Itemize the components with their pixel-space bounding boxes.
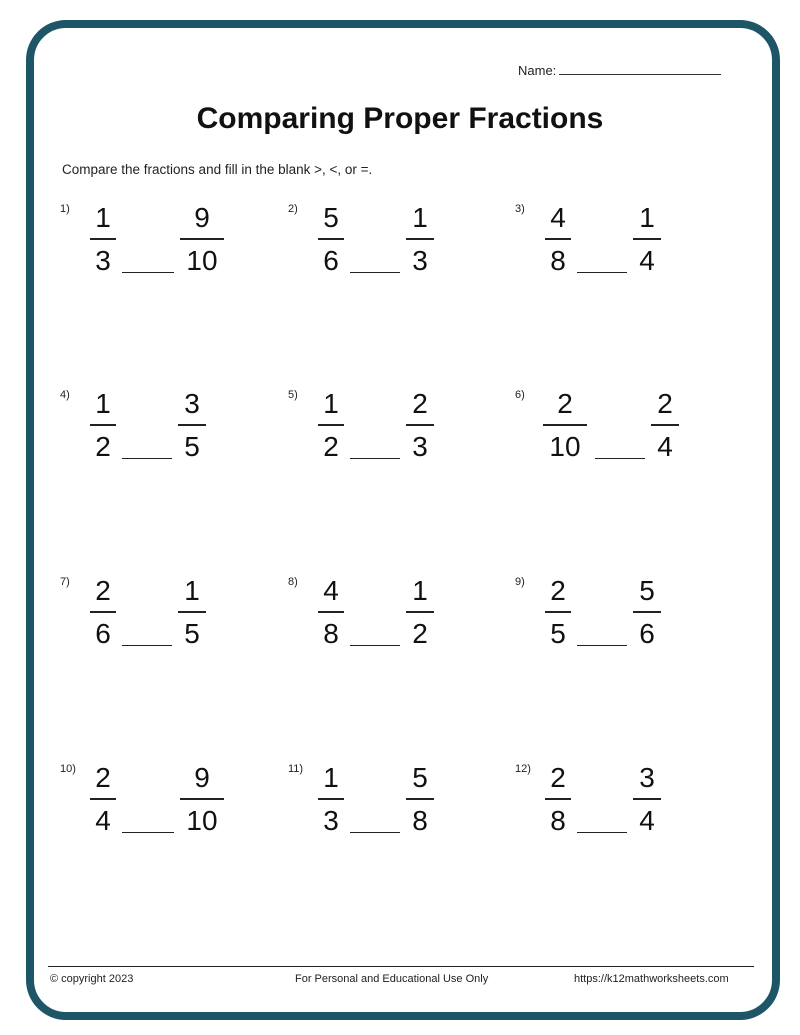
fraction-right [406, 203, 434, 276]
denominator: 10 [186, 245, 218, 276]
fraction-right [180, 203, 224, 276]
numerator: 1 [323, 762, 339, 793]
fraction-left [318, 203, 344, 276]
denominator: 2 [323, 431, 339, 462]
denominator: 10 [186, 805, 218, 836]
name-label: Name: [518, 63, 557, 78]
numerator: 2 [550, 762, 566, 793]
page-title: Comparing Proper Fractions [196, 102, 604, 135]
fraction-bar [633, 238, 661, 240]
problem-number: 11) [288, 763, 304, 775]
problem-number: 1) [60, 203, 70, 215]
numerator: 5 [323, 202, 339, 233]
fraction-bar [180, 238, 224, 240]
fraction-left [90, 203, 116, 276]
fraction-left [318, 576, 344, 649]
fraction-bar [318, 611, 344, 613]
denominator: 6 [323, 245, 339, 276]
numerator: 2 [95, 575, 111, 606]
fraction-bar [178, 424, 206, 426]
fraction-bar [318, 798, 344, 800]
answer-blank[interactable] [577, 272, 627, 273]
fraction-right [406, 389, 434, 462]
denominator: 4 [657, 431, 673, 462]
numerator: 2 [657, 388, 673, 419]
numerator: 3 [184, 388, 200, 419]
denominator: 8 [412, 805, 428, 836]
fraction-bar [178, 611, 206, 613]
fraction-left [90, 389, 116, 462]
problem-number: 9) [515, 576, 525, 588]
problem [288, 203, 488, 303]
answer-blank[interactable] [595, 458, 645, 459]
numerator: 2 [95, 762, 111, 793]
denominator: 3 [412, 431, 428, 462]
fraction-bar [90, 798, 116, 800]
problem-number: 2) [288, 203, 298, 215]
problem [515, 203, 715, 303]
denominator: 4 [639, 245, 655, 276]
answer-blank[interactable] [350, 272, 400, 273]
instructions: Compare the fractions and fill in the blank >, <, or =. [62, 162, 373, 177]
footer-site[interactable]: https://k12mathworksheets.com [574, 973, 729, 985]
fraction-bar [633, 798, 661, 800]
denominator: 4 [95, 805, 111, 836]
denominator: 5 [550, 618, 566, 649]
fraction-left [543, 389, 587, 462]
denominator: 3 [412, 245, 428, 276]
fraction-left [90, 763, 116, 836]
fraction-left [90, 576, 116, 649]
numerator: 5 [639, 575, 655, 606]
denominator: 5 [184, 431, 200, 462]
footer-divider [48, 966, 754, 967]
problem-number: 5) [288, 389, 298, 401]
fraction-right [633, 763, 661, 836]
answer-blank[interactable] [122, 645, 172, 646]
fraction-right [178, 389, 206, 462]
problem-number: 6) [515, 389, 525, 401]
fraction-right [651, 389, 679, 462]
numerator: 1 [639, 202, 655, 233]
problem [515, 576, 715, 676]
footer-copyright: © copyright 2023 [50, 973, 134, 985]
denominator: 2 [412, 618, 428, 649]
fraction-right [406, 576, 434, 649]
fraction-bar [180, 798, 224, 800]
fraction-right [406, 763, 434, 836]
problem [60, 576, 260, 676]
fraction-left [545, 763, 571, 836]
denominator: 5 [184, 618, 200, 649]
fraction-bar [545, 611, 571, 613]
numerator: 3 [639, 762, 655, 793]
problem [288, 389, 488, 489]
fraction-right [633, 576, 661, 649]
problem-number: 7) [60, 576, 70, 588]
numerator: 1 [412, 575, 428, 606]
answer-blank[interactable] [122, 458, 172, 459]
numerator: 1 [95, 202, 111, 233]
problem [288, 576, 488, 676]
problem-number: 3) [515, 203, 525, 215]
fraction-bar [90, 238, 116, 240]
numerator: 4 [323, 575, 339, 606]
answer-blank[interactable] [350, 645, 400, 646]
denominator: 6 [95, 618, 111, 649]
problem [515, 389, 715, 489]
answer-blank[interactable] [577, 832, 627, 833]
denominator: 8 [550, 805, 566, 836]
fraction-bar [90, 424, 116, 426]
fraction-left [545, 203, 571, 276]
problem [515, 763, 715, 863]
fraction-right [633, 203, 661, 276]
fraction-left [318, 389, 344, 462]
fraction-right [178, 576, 206, 649]
name-field[interactable] [518, 62, 721, 78]
fraction-bar [633, 611, 661, 613]
numerator: 9 [194, 202, 210, 233]
answer-blank[interactable] [350, 832, 400, 833]
answer-blank[interactable] [122, 272, 174, 273]
denominator: 2 [95, 431, 111, 462]
numerator: 9 [194, 762, 210, 793]
answer-blank[interactable] [577, 645, 627, 646]
denominator: 4 [639, 805, 655, 836]
fraction-bar [90, 611, 116, 613]
problem [288, 763, 488, 863]
numerator: 2 [557, 388, 573, 419]
numerator: 1 [323, 388, 339, 419]
numerator: 1 [95, 388, 111, 419]
fraction-bar [406, 424, 434, 426]
denominator: 6 [639, 618, 655, 649]
fraction-bar [406, 611, 434, 613]
fraction-left [318, 763, 344, 836]
numerator: 5 [412, 762, 428, 793]
numerator: 1 [412, 202, 428, 233]
denominator: 3 [95, 245, 111, 276]
fraction-bar [406, 238, 434, 240]
denominator: 8 [550, 245, 566, 276]
denominator: 3 [323, 805, 339, 836]
answer-blank[interactable] [350, 458, 400, 459]
fraction-bar [318, 424, 344, 426]
footer-usage: For Personal and Educational Use Only [295, 973, 489, 985]
problem-number: 8) [288, 576, 298, 588]
problem-number: 10) [60, 763, 76, 775]
problem [60, 203, 260, 303]
fraction-bar [318, 238, 344, 240]
problem-number: 4) [60, 389, 70, 401]
fraction-bar [406, 798, 434, 800]
numerator: 4 [550, 202, 566, 233]
problem [60, 389, 260, 489]
denominator: 8 [323, 618, 339, 649]
numerator: 2 [412, 388, 428, 419]
fraction-left [545, 576, 571, 649]
problem [60, 763, 260, 863]
fraction-bar [651, 424, 679, 426]
problem-number: 12) [515, 763, 531, 775]
denominator: 10 [549, 431, 581, 462]
name-line[interactable] [559, 62, 721, 75]
numerator: 1 [184, 575, 200, 606]
fraction-bar [545, 798, 571, 800]
numerator: 2 [550, 575, 566, 606]
fraction-right [180, 763, 224, 836]
fraction-bar [543, 424, 587, 426]
answer-blank[interactable] [122, 832, 174, 833]
fraction-bar [545, 238, 571, 240]
